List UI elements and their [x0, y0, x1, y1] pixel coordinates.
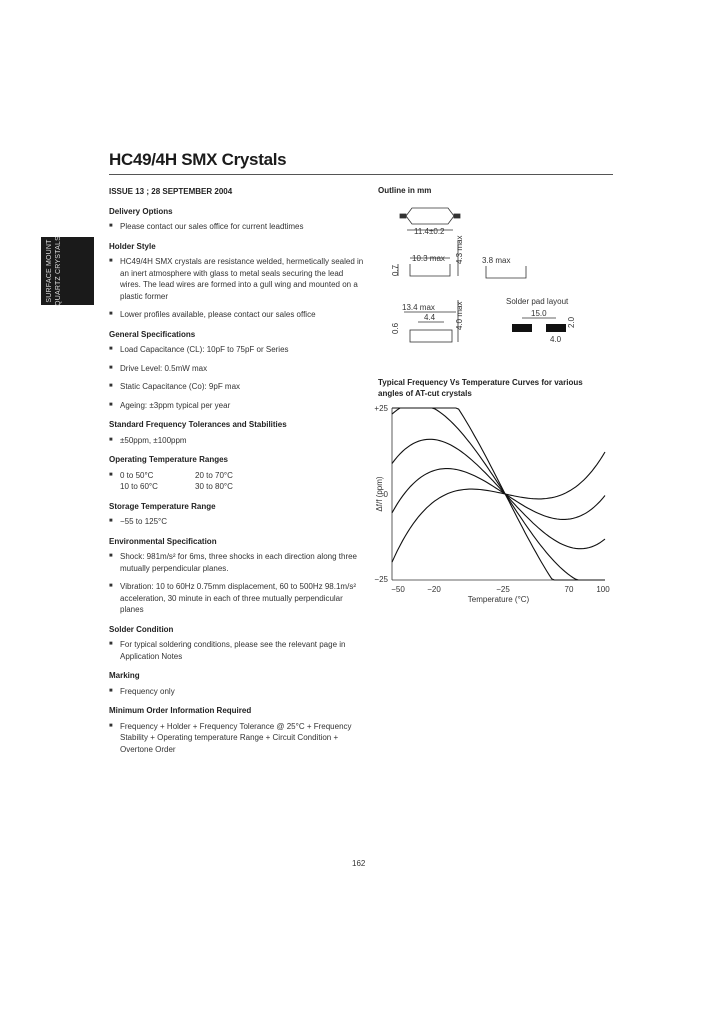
- y-axis-label: Δf/f (ppm): [375, 476, 384, 512]
- series-curve-4: [392, 408, 605, 580]
- marking-bullet: ■ Frequency only: [109, 686, 364, 698]
- environmental-heading: Environmental Specification: [109, 536, 217, 546]
- solder-bullet: ■ For typical soldering conditions, please see the relevant page in Application Notes: [109, 639, 364, 662]
- side-tab-line2: QUARTZ CRYSTALS: [55, 236, 62, 306]
- x-tick-label: −20: [427, 585, 441, 594]
- pad-20-label: 2.0: [567, 316, 576, 328]
- dim-103-label: 10.3 max: [412, 254, 445, 263]
- outline-heading: Outline in mm: [378, 186, 432, 195]
- side-tab-text: [45, 236, 63, 306]
- order-heading: Minimum Order Information Required: [109, 706, 252, 715]
- crystal-front-view: [410, 330, 452, 342]
- operating-temp-table: [109, 470, 364, 493]
- dim-38-label: 3.8 max: [482, 256, 511, 265]
- delivery-heading: Delivery Options: [109, 206, 173, 216]
- solder-heading: Solder Condition: [109, 624, 174, 634]
- marking-heading: Marking: [109, 671, 140, 680]
- solder-pad-right: [546, 324, 566, 332]
- side-tab: [41, 237, 94, 305]
- series-curve-3: [392, 439, 605, 548]
- temp-bullet-empty: [109, 481, 120, 493]
- x-tick-label: 70: [564, 585, 574, 594]
- series-curve-1: [392, 452, 605, 562]
- environmental-bullet-1: ■ Shock: 981m/s² for 6ms, three shocks in each direction along three mutually perpendicular planes.: [109, 551, 364, 574]
- dim-43-label: 4.3 max: [455, 235, 464, 264]
- dim-top-label: 11.4±0.2: [414, 227, 445, 236]
- general-bullet-2: ■ Drive Level: 0.5mW max: [109, 363, 364, 375]
- holder-bullet-1: ■ HC49/4H SMX crystals are resistance welded, hermetically sealed in an inert atmosphere with glass to metal seals securing the lead wires. The lead wires are formed into a gull wing and mounted on a plastic former: [109, 256, 364, 302]
- y-tick-label: 0: [383, 490, 388, 499]
- dim-07-label: 0.7: [391, 264, 400, 276]
- page-number: 162: [352, 859, 366, 868]
- chart-title: Typical Frequency Vs Temperature Curves for various angles of AT-cut crystals: [378, 378, 583, 398]
- x-axis-label: Temperature (°C): [467, 595, 530, 604]
- dim-06-label: 0.6: [391, 322, 400, 334]
- crystal-end-view: [486, 266, 526, 278]
- delivery-bullet: ■ Please contact our sales office for current leadtimes: [109, 221, 364, 233]
- x-tick-label: 100: [596, 585, 610, 594]
- pad-40-label: 4.0: [550, 335, 562, 344]
- general-bullet-1: ■ Load Capacitance (CL): 10pF to 75pF or Series: [109, 344, 364, 356]
- title-rule: [109, 174, 613, 175]
- page-title: HC49/4H SMX Crystals: [109, 150, 287, 169]
- pad-layout-label: Solder pad layout: [506, 297, 569, 306]
- side-tab-line1: SURFACE MOUNT: [46, 239, 53, 303]
- holder-heading: Holder Style: [109, 241, 156, 251]
- lead-right: [454, 214, 460, 218]
- tolerance-bullet: ■ ±50ppm, ±100ppm: [109, 435, 364, 447]
- spec-column: [109, 186, 364, 762]
- temp-bullet: ■: [109, 471, 113, 478]
- dim-40max-label: 4.0 max: [455, 301, 464, 330]
- crystal-top-view: [406, 208, 454, 224]
- issue-line: ISSUE 13 ; 28 SEPTEMBER 2004: [109, 187, 233, 196]
- x-tick-label: −25: [496, 585, 510, 594]
- general-bullet-4: ■ Ageing: ±3ppm typical per year: [109, 400, 364, 412]
- environmental-bullet-2: ■ Vibration: 10 to 60Hz 0.75mm displacement, 60 to 500Hz 98.1m/s² acceleration, 30 minute in each of three mutually perpendicular planes: [109, 581, 364, 616]
- temp-cell: 30 to 80°C: [195, 482, 233, 491]
- order-bullet: ■ Frequency + Holder + Frequency Tolerance @ 25°C + Frequency Stability + Operating temperature Range + Circuit Condition + Overtone Order: [109, 721, 364, 756]
- general-heading: General Specifications: [109, 329, 196, 339]
- dim-44-label: 4.4: [424, 313, 436, 322]
- holder-bullet-2: ■ Lower profiles available, please contact our sales office: [109, 309, 364, 321]
- temp-cell: 0 to 50°C: [120, 470, 154, 480]
- y-tick-label: +25: [374, 404, 388, 413]
- x-tick-label: −50: [391, 585, 405, 594]
- general-bullet-3: ■ Static Capacitance (Co): 9pF max: [109, 381, 364, 393]
- series-curve-2: [392, 469, 605, 520]
- series-curve-5: [392, 408, 605, 580]
- solder-pad-left: [512, 324, 532, 332]
- temp-cell: 20 to 70°C: [195, 470, 233, 480]
- dim-134-label: 13.4 max: [402, 303, 435, 312]
- temp-cell: 10 to 60°C: [120, 482, 158, 491]
- lead-left: [400, 214, 406, 218]
- temperature-chart: [370, 400, 620, 605]
- tolerance-heading: Standard Frequency Tolerances and Stabilities: [109, 420, 287, 429]
- storage-heading: Storage Temperature Range: [109, 501, 216, 511]
- crystal-side-view: [410, 264, 450, 276]
- y-tick-label: −25: [374, 575, 388, 584]
- operating-heading: Operating Temperature Ranges: [109, 455, 228, 464]
- outline-drawing: [378, 196, 608, 356]
- storage-bullet: ■ −55 to 125°C: [109, 516, 364, 528]
- pad-150-label: 15.0: [531, 309, 547, 318]
